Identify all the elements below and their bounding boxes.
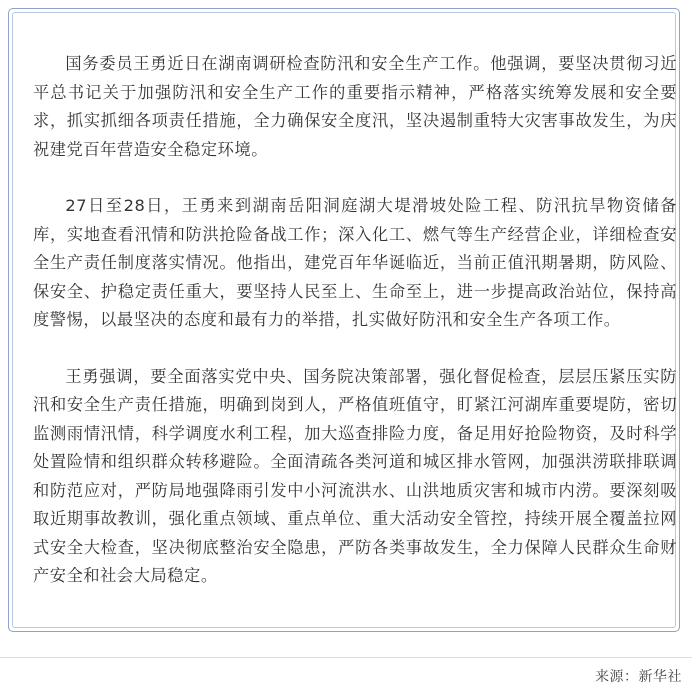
footer-divider bbox=[0, 657, 692, 658]
article-paragraph-1: 国务委员王勇近日在湖南调研检查防汛和安全生产工作。他强调，要坚决贯彻习近平总书记关于加强防汛和安全生产工作的重要指示精神，严格落实统筹发展和安全要求，抓实抓细各项责任措施，全力确保安全度汛，坚决遏制重特大灾害事故发生，为庆祝建党百年营造安全稳定环境。 bbox=[33, 54, 677, 159]
article-paragraph-2: 27日至28日，王勇来到湖南岳阳洞庭湖大堤滑坡处险工程、防汛抗旱物资储备库，实地查看汛情和防洪抢险备战工作；深入化工、燃气等生产经营企业，详细检查安全生产责任制度落实情况。他指出，建党百年华诞临近，当前正值汛期暑期，防风险、保安全、护稳定责任重大，要坚持人民至上、生命至上，进一步提高政治站位，保持高度警惕，以最坚决的态度和最有力的举措，扎实做好防汛和安全生产各项工作。 bbox=[33, 196, 677, 329]
article-body bbox=[33, 50, 677, 591]
source-label: 来源：新华社 bbox=[595, 669, 682, 685]
article-paragraph-3: 王勇强调，要全面落实党中央、国务院决策部署，强化督促检查，层层压紧压实防汛和安全生产责任措施，明确到岗到人，严格值班值守，盯紧江河湖库重要堤防，密切监测雨情汛情，科学调度水利工程，加大巡查排险力度，备足用好抢险物资，及时科学处置险情和组织群众转移避险。全面清疏各类河道和城区排水管网，加强洪涝联排联调和防范应对，严防局地强降雨引发中小河流洪水、山洪地质灾害和城市内涝。要深刻吸取近期事故教训，强化重点领域、重点单位、重大活动安全管控，持续开展全覆盖拉网式安全大检查，坚决彻底整治安全隐患，严防各类事故发生，全力保障人民群众生命财产安全和社会大局稳定。 bbox=[33, 366, 677, 585]
article-frame bbox=[8, 8, 680, 632]
